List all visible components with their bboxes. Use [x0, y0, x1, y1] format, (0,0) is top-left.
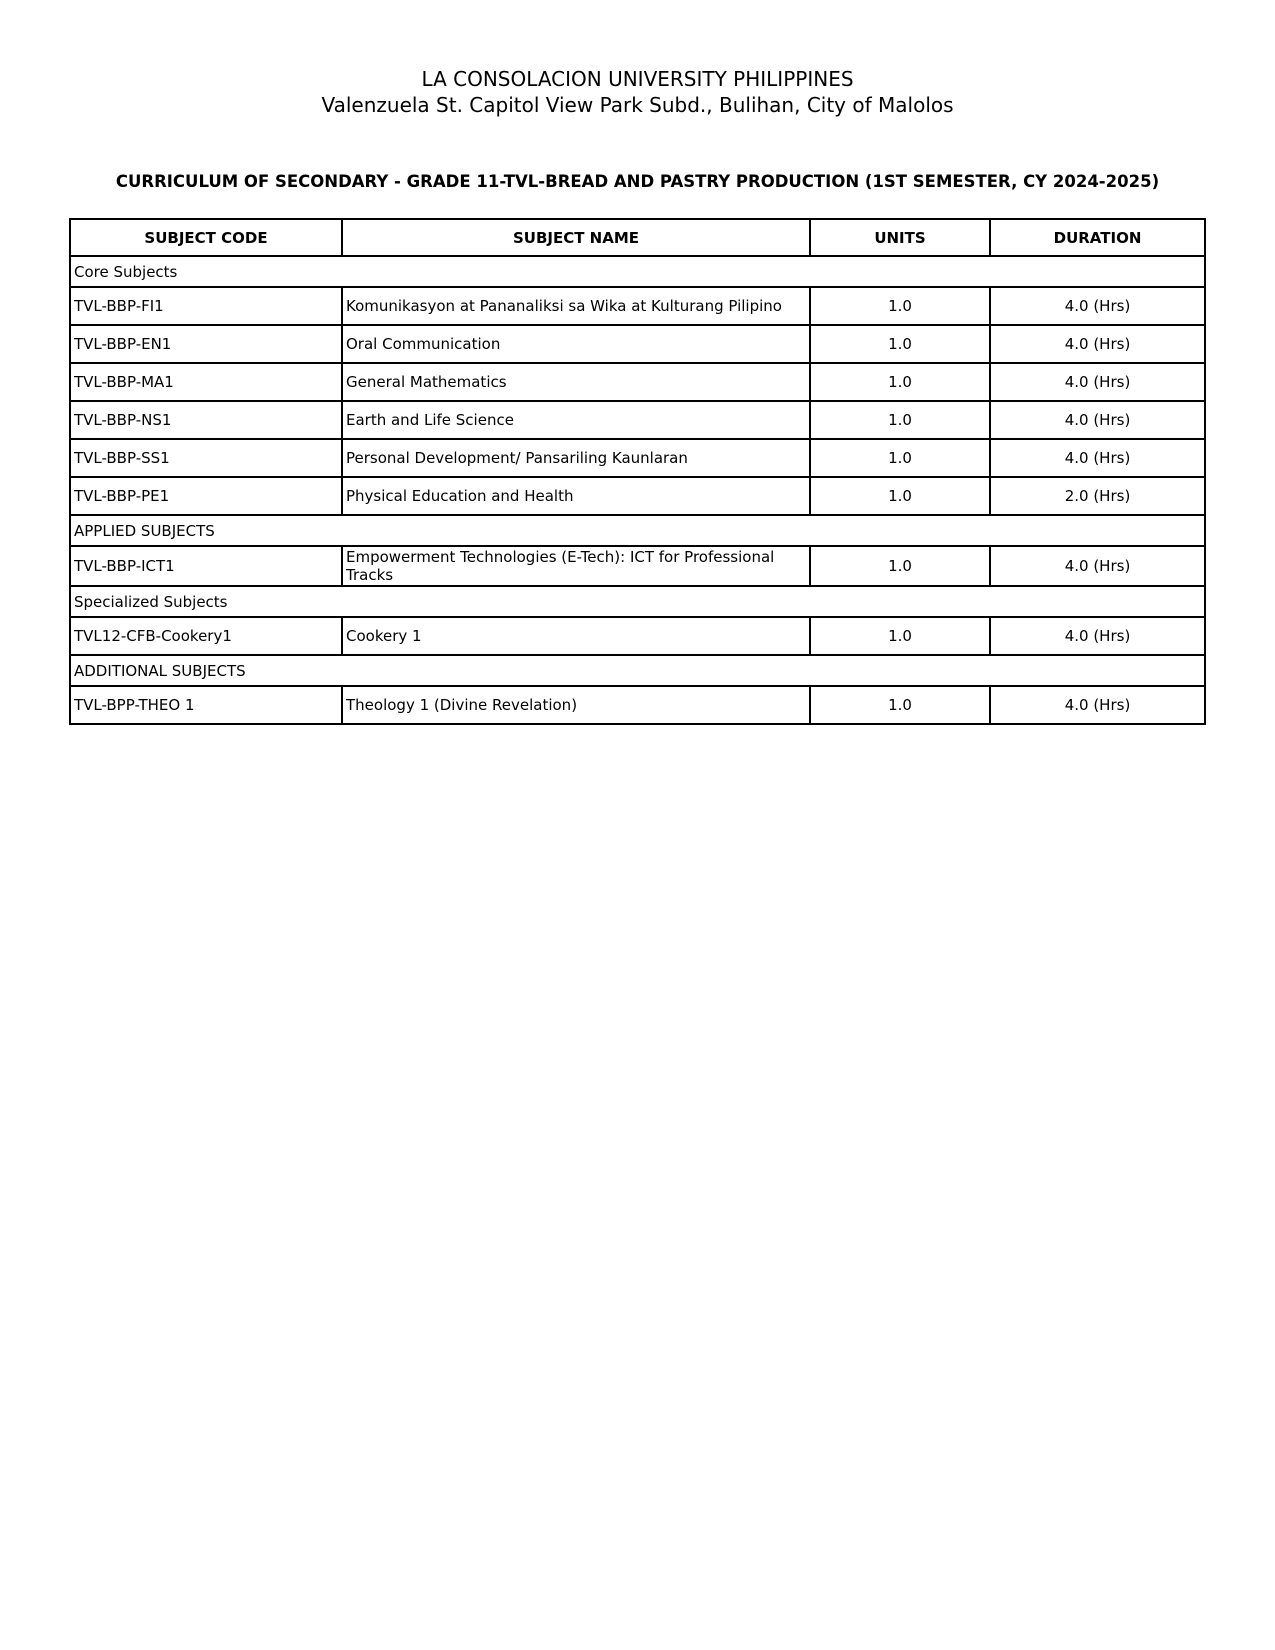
subject-code-cell: TVL-BBP-FI1 — [70, 287, 342, 325]
subject-code-cell: TVL-BPP-THEO 1 — [70, 686, 342, 724]
subject-code-cell: TVL-BBP-SS1 — [70, 439, 342, 477]
subject-row — [70, 617, 1205, 655]
subject-name-cell: Komunikasyon at Pananaliksi sa Wika at Kulturang Pilipino — [342, 287, 810, 325]
subject-code-cell: TVL12-CFB-Cookery1 — [70, 617, 342, 655]
duration-cell: 4.0 (Hrs) — [990, 363, 1205, 401]
column-header-subject-code: SUBJECT CODE — [70, 219, 342, 256]
duration-cell: 4.0 (Hrs) — [990, 287, 1205, 325]
duration-cell: 4.0 (Hrs) — [990, 686, 1205, 724]
section-row-core-subjects — [70, 256, 1205, 287]
duration-cell: 4.0 (Hrs) — [990, 439, 1205, 477]
subject-row — [70, 546, 1205, 586]
section-label: Specialized Subjects — [70, 586, 1205, 617]
duration-cell: 2.0 (Hrs) — [990, 477, 1205, 515]
university-name: LA CONSOLACION UNIVERSITY PHILIPPINES — [421, 67, 854, 91]
subject-row — [70, 325, 1205, 363]
duration-cell: 4.0 (Hrs) — [990, 325, 1205, 363]
subject-name-cell: Empowerment Technologies (E-Tech): ICT for Professional Tracks — [342, 546, 810, 586]
units-cell: 1.0 — [810, 617, 990, 655]
duration-cell: 4.0 (Hrs) — [990, 401, 1205, 439]
column-header-duration: DURATION — [990, 219, 1205, 256]
subject-name-cell: Oral Communication — [342, 325, 810, 363]
section-row-specialized-subjects — [70, 586, 1205, 617]
curriculum-table — [69, 218, 1206, 725]
table-header-row — [70, 219, 1205, 256]
subject-name-cell: Theology 1 (Divine Revelation) — [342, 686, 810, 724]
subject-name-cell: General Mathematics — [342, 363, 810, 401]
subject-code-cell: TVL-BBP-EN1 — [70, 325, 342, 363]
units-cell: 1.0 — [810, 325, 990, 363]
curriculum-title: CURRICULUM OF SECONDARY - GRADE 11-TVL-BREAD AND PASTRY PRODUCTION (1ST SEMESTER, CY 2024-2025) — [115, 172, 1160, 191]
subject-row — [70, 363, 1205, 401]
units-cell: 1.0 — [810, 401, 990, 439]
section-row-applied-subjects — [70, 515, 1205, 546]
subject-row — [70, 477, 1205, 515]
subject-row — [70, 686, 1205, 724]
subject-name-cell: Cookery 1 — [342, 617, 810, 655]
units-cell: 1.0 — [810, 287, 990, 325]
subject-name-cell: Earth and Life Science — [342, 401, 810, 439]
letterhead — [0, 0, 1275, 118]
subject-code-cell: TVL-BBP-MA1 — [70, 363, 342, 401]
section-row-additional-subjects — [70, 655, 1205, 686]
subject-row — [70, 287, 1205, 325]
duration-cell: 4.0 (Hrs) — [990, 617, 1205, 655]
duration-cell: 4.0 (Hrs) — [990, 546, 1205, 586]
subject-code-cell: TVL-BBP-PE1 — [70, 477, 342, 515]
subject-code-cell: TVL-BBP-NS1 — [70, 401, 342, 439]
subject-code-cell: TVL-BBP-ICT1 — [70, 546, 342, 586]
units-cell: 1.0 — [810, 546, 990, 586]
subject-row — [70, 439, 1205, 477]
subject-name-cell: Personal Development/ Pansariling Kaunlaran — [342, 439, 810, 477]
section-label: APPLIED SUBJECTS — [70, 515, 1205, 546]
units-cell: 1.0 — [810, 439, 990, 477]
column-header-units: UNITS — [810, 219, 990, 256]
units-cell: 1.0 — [810, 363, 990, 401]
subject-name-cell: Physical Education and Health — [342, 477, 810, 515]
section-label: Core Subjects — [70, 256, 1205, 287]
units-cell: 1.0 — [810, 686, 990, 724]
university-address: Valenzuela St. Capitol View Park Subd., Bulihan, City of Malolos — [321, 93, 954, 117]
units-cell: 1.0 — [810, 477, 990, 515]
section-label: ADDITIONAL SUBJECTS — [70, 655, 1205, 686]
subject-row — [70, 401, 1205, 439]
column-header-subject-name: SUBJECT NAME — [342, 219, 810, 256]
